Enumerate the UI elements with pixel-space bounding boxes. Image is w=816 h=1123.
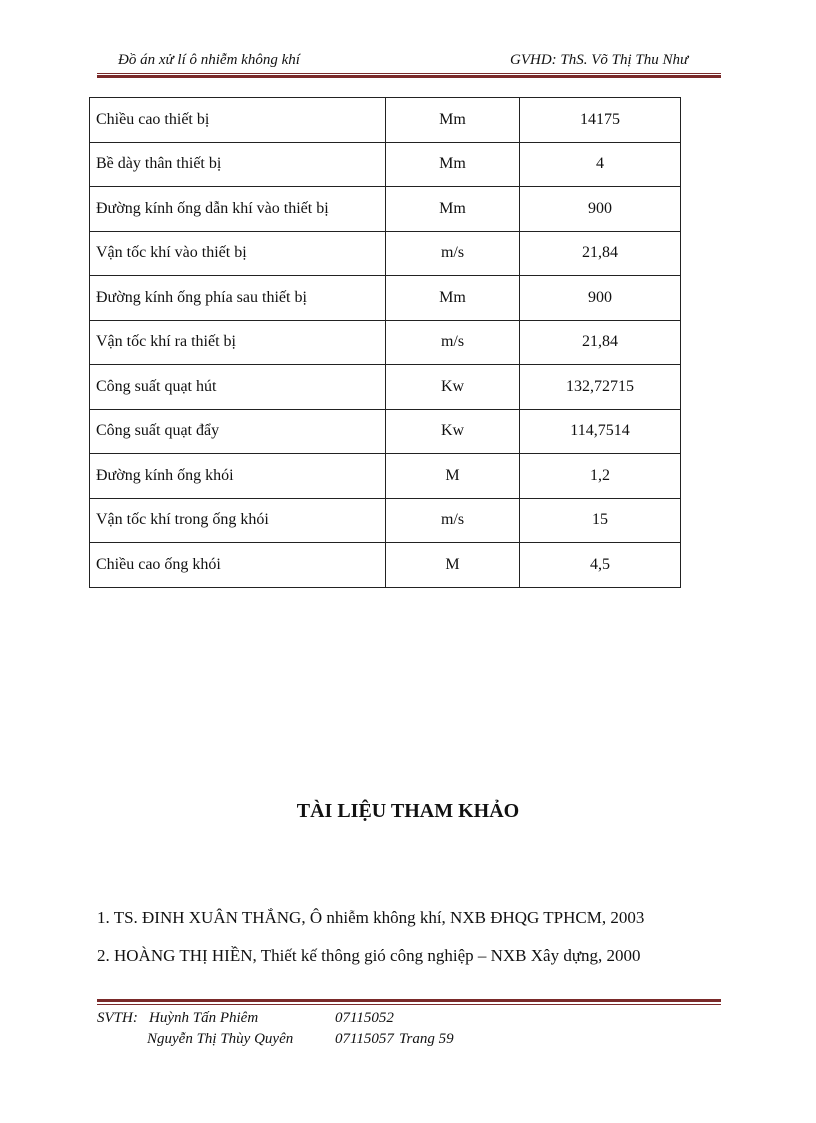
cell-unit: m/s — [386, 320, 520, 365]
cell-unit: Kw — [386, 365, 520, 410]
footer-svth-label: SVTH: — [97, 1010, 138, 1026]
table-row — [90, 231, 681, 276]
references-title: TÀI LIỆU THAM KHẢO — [296, 800, 520, 822]
footer-student1-id: 07115052 — [335, 1010, 394, 1026]
cell-unit: M — [386, 454, 520, 499]
cell-parameter: Chiều cao thiết bị — [90, 98, 386, 143]
cell-unit: M — [386, 543, 520, 588]
cell-value: 4 — [520, 142, 681, 187]
cell-value: 132,72715 — [520, 365, 681, 410]
table-row — [90, 543, 681, 588]
table-row — [90, 142, 681, 187]
cell-parameter: Đường kính ống dẫn khí vào thiết bị — [90, 187, 386, 232]
table-row — [90, 409, 681, 454]
cell-unit: Kw — [386, 409, 520, 454]
cell-unit: m/s — [386, 498, 520, 543]
spec-table — [89, 97, 681, 588]
table-row — [90, 365, 681, 410]
cell-value: 1,2 — [520, 454, 681, 499]
cell-value: 14175 — [520, 98, 681, 143]
footer-student2-name: Nguyễn Thị Thùy Quyên — [147, 1031, 294, 1047]
table-row — [90, 454, 681, 499]
spec-table-body — [90, 98, 681, 588]
table-row — [90, 187, 681, 232]
cell-value: 900 — [520, 187, 681, 232]
table-row — [90, 98, 681, 143]
cell-parameter: Vận tốc khí vào thiết bị — [90, 231, 386, 276]
cell-parameter: Công suất quạt đẩy — [90, 409, 386, 454]
cell-unit: Mm — [386, 98, 520, 143]
table-row — [90, 498, 681, 543]
reference-item-2: 2. HOÀNG THỊ HIỀN, Thiết kế thông gió công nghiệp – NXB Xây dựng, 2000 — [97, 946, 641, 965]
header-document-title: Đồ án xử lí ô nhiễm không khí — [118, 52, 300, 68]
cell-parameter: Chiều cao ống khói — [90, 543, 386, 588]
header-rule-top — [97, 73, 721, 74]
footer-student1-name: Huỳnh Tấn Phiêm — [149, 1010, 259, 1026]
cell-value: 21,84 — [520, 231, 681, 276]
cell-unit: Mm — [386, 142, 520, 187]
cell-parameter: Đường kính ống khói — [90, 454, 386, 499]
table-row — [90, 276, 681, 321]
table-row — [90, 320, 681, 365]
header-rule-bottom — [97, 75, 721, 78]
footer-rule-bottom — [97, 1004, 721, 1005]
cell-parameter: Công suất quạt hút — [90, 365, 386, 410]
cell-value: 4,5 — [520, 543, 681, 588]
cell-parameter: Đường kính ống phía sau thiết bị — [90, 276, 386, 321]
cell-parameter: Bề dày thân thiết bị — [90, 142, 386, 187]
cell-parameter: Vận tốc khí ra thiết bị — [90, 320, 386, 365]
footer-page-number: Trang 59 — [399, 1031, 454, 1047]
reference-item-1: 1. TS. ĐINH XUÂN THẮNG, Ô nhiễm không khí, NXB ĐHQG TPHCM, 2003 — [97, 908, 645, 927]
cell-parameter: Vận tốc khí trong ống khói — [90, 498, 386, 543]
cell-unit: Mm — [386, 187, 520, 232]
header-advisor: GVHD: ThS. Võ Thị Thu Như — [510, 52, 689, 68]
cell-value: 900 — [520, 276, 681, 321]
cell-value: 15 — [520, 498, 681, 543]
footer-rule-top — [97, 999, 721, 1002]
footer-student2-id: 07115057 — [335, 1031, 394, 1047]
cell-value: 114,7514 — [520, 409, 681, 454]
cell-unit: m/s — [386, 231, 520, 276]
cell-unit: Mm — [386, 276, 520, 321]
cell-value: 21,84 — [520, 320, 681, 365]
